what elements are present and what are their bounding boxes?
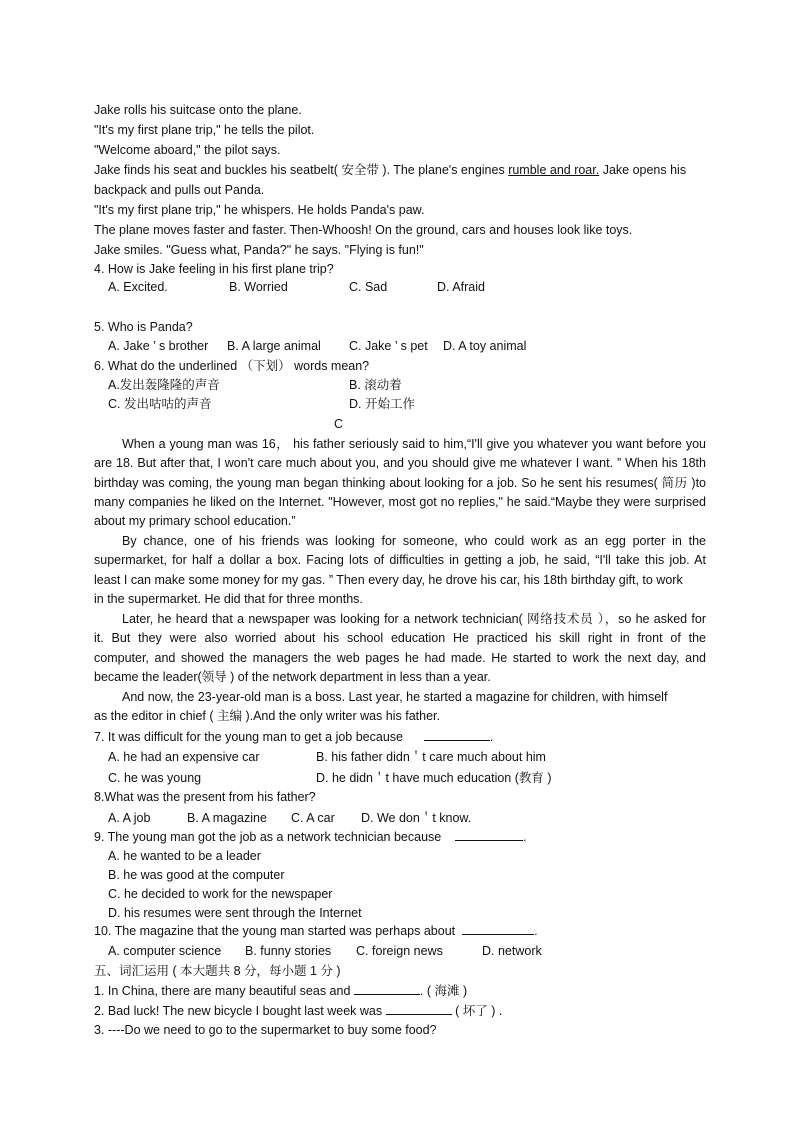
passage-text: Jake opens his [599,163,687,177]
option-d: D. Afraid [437,280,485,294]
option-c: C. 发出咕咕的声音 [108,397,212,411]
option-b: B. Worried [229,280,288,294]
passage-line: "It's my first plane trip," he tells the pilot. [94,123,315,137]
passage-line: And now, the 23-year-old man is a boss. Last year, he started a magazine for children, with himself [122,690,668,704]
vocab-hint: ( 坏了 ) . [451,1004,503,1018]
section-title: 五、词汇运用 ( 本大题共 8 分，每小题 1 分 ) [94,964,341,978]
option-b: B. 滚动着 [349,378,402,392]
question-text: 10. The magazine that the young man started was perhaps about [94,924,456,938]
passage-line: are 18. But after that, I won't care much about you, and you should give me whatever I want. ” When his 18th [94,456,706,470]
passage-line: Later, he heard that a newspaper was looking for a network technician( 网络技术员 ），so he asked for [122,612,706,626]
option-c: C. he was young [108,771,202,785]
question-end: . [489,730,494,744]
option-d: D. A toy animal [443,339,527,353]
answer-blank[interactable] [455,828,523,841]
option-a: A. A job [108,811,151,825]
option-b: B. his father didn＇t care much about him [316,750,546,764]
option-c: C. Jake ’ s pet [349,339,428,353]
passage-line: many companies he liked on the Internet. "However, most got no replies," he said.“Maybe they were surprised [94,495,706,509]
option-c: C. foreign news [356,944,443,958]
vocab-item: 3. ----Do we need to go to the supermarket to buy some food? [94,1023,437,1037]
vocab-item [94,981,706,1001]
passage-line: it. But they were also worried about his school education He practiced his skill right in front of the [94,631,706,645]
option-a: A. Excited. [108,280,168,294]
question-end: . [534,924,538,938]
option-a: A. he wanted to be a leader [108,849,261,863]
passage-line: When a young man was 16， his father seriously said to him,“I'll give you whatever you want before you [122,437,706,451]
passage-line: least I can make some money for my gas. ” Then every day, he drove his car, his 18th birthday gift, to work [94,573,683,587]
option-d: D. network [482,944,542,958]
option-d: D. his resumes were sent through the Internet [108,906,362,920]
passage-line: "Welcome aboard," the pilot says. [94,143,281,157]
option-b: B. A large animal [227,339,321,353]
option-b: B. A magazine [187,811,267,825]
option-a: A.发出轰隆隆的声音 [108,378,220,392]
question-stem [94,727,706,747]
question-stem [94,921,706,941]
vocab-text: 2. Bad luck! The new bicycle I bought last week was [94,1004,383,1018]
option-c: C. Sad [349,280,388,294]
passage-line: supermarket, for half a dollar a box. Facing lots of difficulties in getting a job, he said, “I'll take this job. At [94,553,706,567]
question-stem: 8.What was the present from his father? [94,790,316,804]
passage-line: birthday was coming, the young man began thinking about looking for a job. So he sent his resumes( 简历 )to [94,476,706,490]
passage-line: computer, and showed the managers the web pages he had made. He started to work the next day, and [94,651,706,665]
vocab-hint: . ( 海滩 ) [419,984,468,998]
question-stem: 5. Who is Panda? [94,320,193,334]
passage-line: about my primary school education.” [94,514,296,528]
answer-blank[interactable] [354,982,420,995]
passage-text: Jake finds his seat and buckles his seatbelt( 安全带 ). The plane's engines [94,163,509,177]
question-stem: 4. How is Jake feeling in his first plane trip? [94,262,334,276]
option-b: B. funny stories [245,944,332,958]
passage-line [94,160,706,180]
passage-line: "It's my first plane trip," he whispers. He holds Panda's paw. [94,203,425,217]
vocab-item [94,1001,706,1021]
answer-blank[interactable] [462,922,534,935]
section-label: C [334,417,344,431]
passage-line: in the supermarket. He did that for three months. [94,592,363,606]
question-text: 7. It was difficult for the young man to get a job because [94,730,403,744]
option-d: D. 开始工作 [349,397,415,411]
question-end: . [523,830,527,844]
question-stem [94,827,706,847]
option-d: D. We don＇t know. [361,811,472,825]
underlined-words: rumble and roar. [508,163,600,177]
option-a: A. Jake ’ s brother [108,339,209,353]
passage-line: Jake rolls his suitcase onto the plane. [94,103,302,117]
passage-line: as the editor in chief ( 主编 ).And the only writer was his father. [94,709,440,723]
question-stem: 6. What do the underlined （下划） words mean? [94,359,370,373]
option-c: C. he decided to work for the newspaper [108,887,333,901]
option-c: C. A car [291,811,335,825]
answer-blank[interactable] [424,728,490,741]
passage-line: became the leader(领导 ) of the network department in less than a year. [94,670,491,684]
option-d: D. he didn＇t have much education (教育 ) [316,771,552,785]
answer-blank[interactable] [386,1002,452,1015]
option-a: A. he had an expensive car [108,750,260,764]
passage-line: backpack and pulls out Panda. [94,183,265,197]
passage-line: By chance, one of his friends was looking for someone, who could work as an egg porter in the [122,534,706,548]
passage-line: Jake smiles. "Guess what, Panda?" he says. "Flying is fun!" [94,243,424,257]
question-text: 9. The young man got the job as a network technician because [94,830,442,844]
passage-line: The plane moves faster and faster. Then-Whoosh! On the ground, cars and houses look like toys. [94,223,633,237]
vocab-text: 1. In China, there are many beautiful seas and [94,984,351,998]
option-b: B. he was good at the computer [108,868,285,882]
option-a: A. computer science [108,944,222,958]
